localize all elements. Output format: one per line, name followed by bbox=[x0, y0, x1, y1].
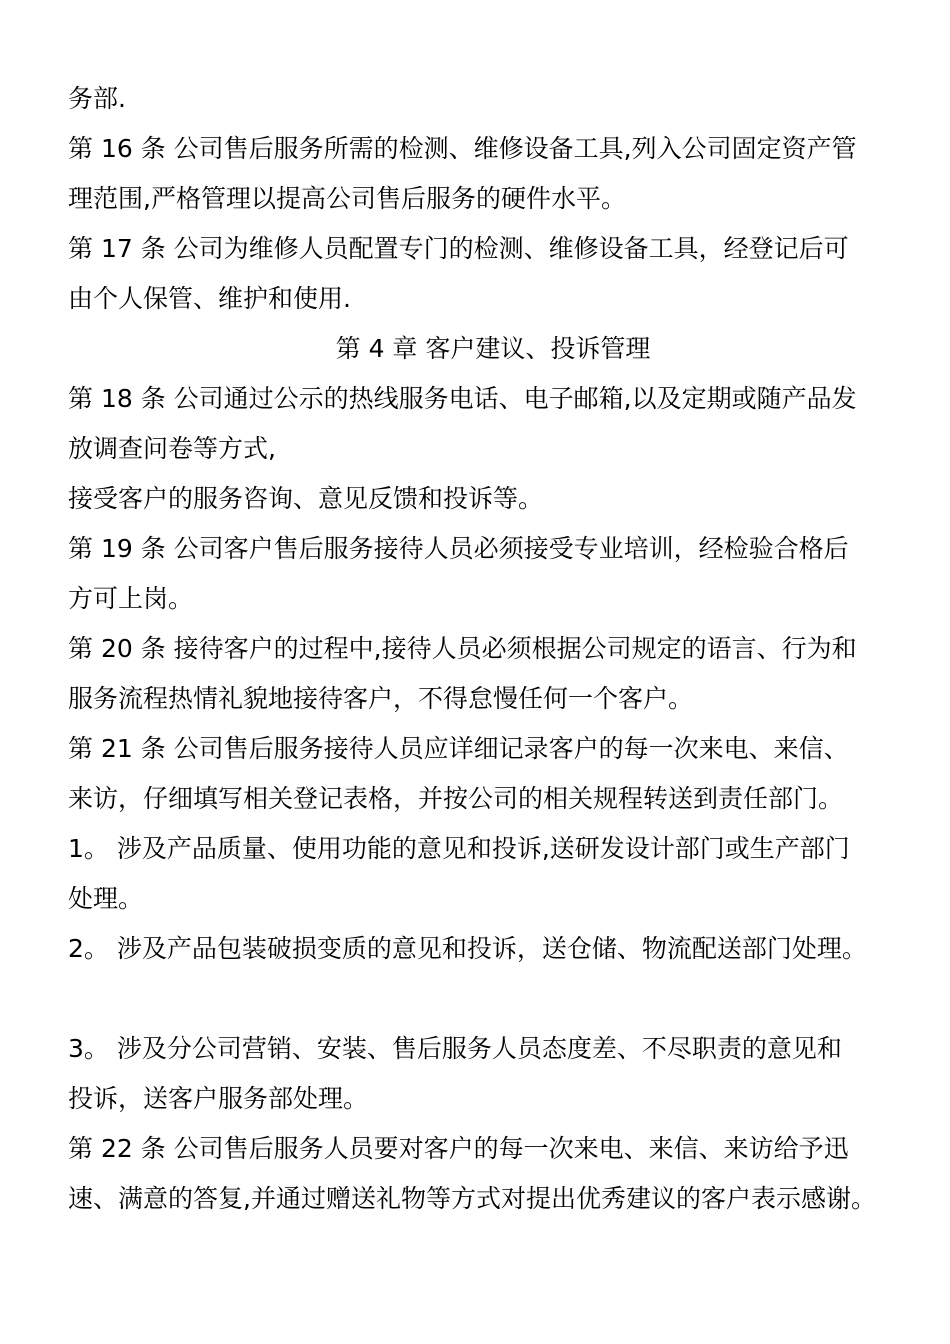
article-16-line-2: 理范围,严格管理以提高公司售后服务的硬件水平。 bbox=[68, 184, 626, 213]
article-16-line-1: 第 16 条 公司售后服务所需的检测、维修设备工具,列入公司固定资产管 bbox=[68, 134, 857, 163]
article-20-line-2: 服务流程热情礼貌地接待客户，不得怠慢任何一个客户。 bbox=[68, 684, 694, 713]
chapter-heading: 第 4 章 客户建议、投诉管理 bbox=[335, 334, 651, 363]
list-item-3-line-2: 投诉，送客户服务部处理。 bbox=[68, 1084, 369, 1113]
article-21-line-2: 来访，仔细填写相关登记表格，并按公司的相关规程转送到责任部门。 bbox=[68, 784, 844, 813]
document-page bbox=[68, 74, 898, 1224]
article-18-line-2: 放调查问卷等方式, bbox=[68, 434, 276, 463]
article-18-line-3: 接受客户的服务咨询、意见反馈和投诉等。 bbox=[68, 484, 544, 513]
list-item-3-line-1: 3。 涉及分公司营销、安装、售后服务人员态度差、不尽职责的意见和 bbox=[68, 1034, 842, 1063]
article-19-line-1: 第 19 条 公司客户售后服务接待人员必须接受专业培训，经检验合格后 bbox=[68, 534, 849, 563]
list-item-2: 2。 涉及产品包装破损变质的意见和投诉，送仓储、物流配送部门处理。 bbox=[68, 934, 867, 963]
article-17-line-2: 由个人保管、维护和使用. bbox=[68, 284, 351, 313]
article-22-line-1: 第 22 条 公司售后服务人员要对客户的每一次来电、来信、来访给予迅 bbox=[68, 1134, 849, 1163]
text-line: 务部. bbox=[68, 84, 126, 113]
article-22-line-2: 速、满意的答复,并通过赠送礼物等方式对提出优秀建议的客户表示感谢。 bbox=[68, 1184, 876, 1213]
list-item-1-line-1: 1。 涉及产品质量、使用功能的意见和投诉,送研发设计部门或生产部门 bbox=[68, 834, 850, 863]
article-21-line-1: 第 21 条 公司售后服务接待人员应详细记录客户的每一次来电、来信、 bbox=[68, 734, 849, 763]
blank-line bbox=[68, 974, 898, 1024]
article-19-line-2: 方可上岗。 bbox=[68, 584, 194, 613]
article-20-line-1: 第 20 条 接待客户的过程中,接待人员必须根据公司规定的语言、行为和 bbox=[68, 634, 857, 663]
list-item-1-line-2: 处理。 bbox=[68, 884, 144, 913]
article-18-line-1: 第 18 条 公司通过公示的热线服务电话、电子邮箱,以及定期或随产品发 bbox=[68, 384, 857, 413]
article-17-line-1: 第 17 条 公司为维修人员配置专门的检测、维修设备工具，经登记后可 bbox=[68, 234, 849, 263]
